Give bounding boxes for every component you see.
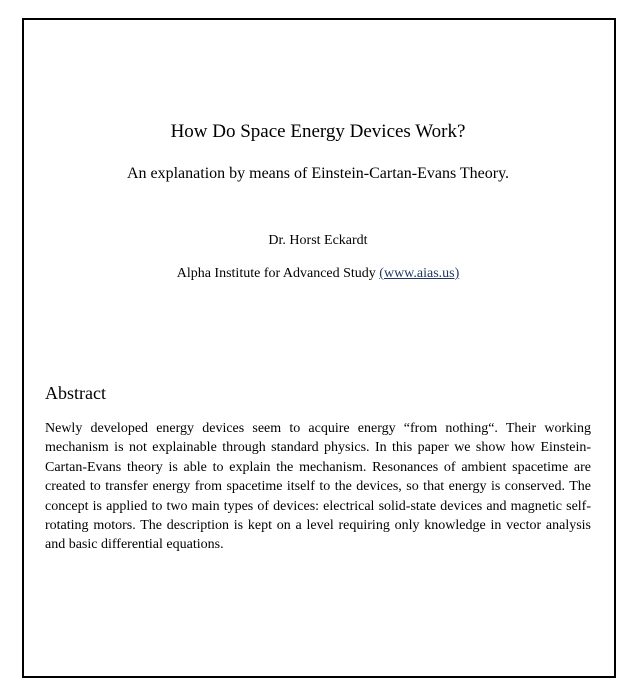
affiliation-text: Alpha Institute for Advanced Study xyxy=(176,266,380,281)
abstract-heading: Abstract xyxy=(45,383,106,403)
affiliation-line xyxy=(0,266,636,282)
document-page xyxy=(22,18,616,678)
paper-subtitle: An explanation by means of Einstein-Cartan-Evans Theory. xyxy=(126,165,510,182)
paper-title: How Do Space Energy Devices Work? xyxy=(170,121,466,142)
author-name: Dr. Horst Eckardt xyxy=(268,233,368,248)
abstract-paragraph: Newly developed energy devices seem to acquire energy “from nothing“. Their working mechanism is not explainable through standard physics. In this paper we show how Einstein-Cartan-Evans theory is able to explain the mechanism. Resonances of ambient spacetime are created to transfer energy from spacetime itself to the devices, so that energy is conserved. The concept is applied to two main types of devices: electrical solid-state devices and magnetic self-rotating motors. The description is kept on a level requiring only knowledge in vector analysis and basic differential equations. xyxy=(45,421,591,553)
affiliation-link[interactable]: (www.aias.us) xyxy=(379,266,460,281)
